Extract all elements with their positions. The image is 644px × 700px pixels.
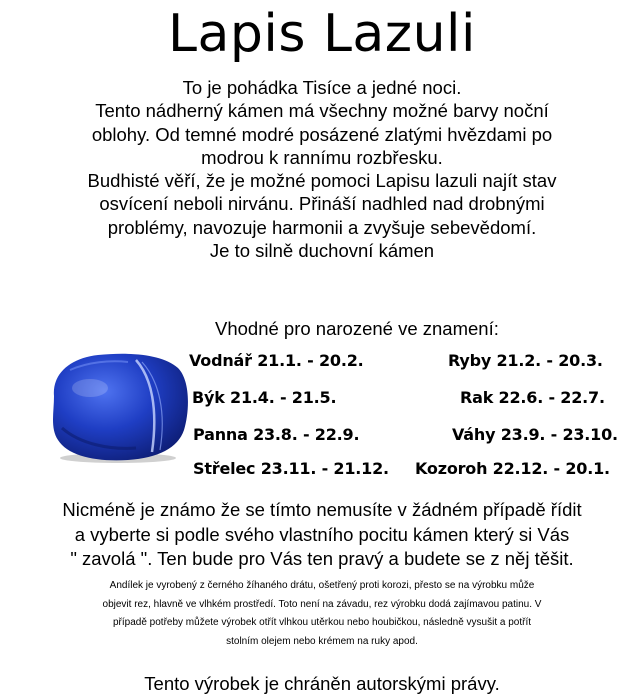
intro-line: osvícení neboli nirvánu. Přináší nadhled nad drobnými	[99, 193, 545, 215]
lapis-stone-image	[40, 348, 190, 466]
zodiac-sign-cancer	[460, 388, 605, 408]
intro-line: Tento nádherný kámen má všechny možné barvy noční	[95, 100, 549, 122]
sign-dates: 22.12. - 20.1.	[492, 459, 610, 478]
intro-line: oblohy. Od temné modré posázené zlatými hvězdami po	[91, 123, 553, 145]
sign-dates: 21.2. - 20.3.	[496, 351, 603, 370]
copyright-notice: Tento výrobek je chráněn autorskými právy.	[144, 673, 500, 694]
zodiac-heading: Vhodné pro narozené ve znamení:	[215, 318, 499, 339]
zodiac-sign-taurus	[192, 388, 336, 408]
intro-line: Je to silně duchovní kámen	[209, 240, 435, 262]
intro-line: modrou k rannímu rozbřesku.	[201, 146, 443, 168]
page-title: Lapis Lazuli	[168, 4, 476, 64]
sign-dates: 23.11. - 21.12.	[260, 459, 389, 478]
outro-line: a vyberte si podle svého vlastního pocitu kámen který si Vás	[74, 523, 570, 545]
note-line: stolním olejem nebo krémem na ruky apod.	[226, 635, 418, 647]
zodiac-sign-libra	[452, 425, 618, 445]
note-line: případě potřeby můžete výrobek otřít vlhkou utěrkou nebo houbičkou, následně vysušit a potřít	[112, 617, 532, 628]
sign-name: Kozoroh	[415, 459, 488, 478]
zodiac-sign-aquarius	[189, 351, 364, 371]
zodiac-sign-capricorn	[415, 459, 610, 479]
intro-line: To je pohádka Tisíce a jedné noci.	[182, 77, 462, 98]
intro-line: problémy, navozuje harmonii a zvyšuje sebevědomí.	[107, 216, 537, 238]
outro-line: Nicméně je známo že se tímto nemusíte v žádném případě řídit	[62, 499, 582, 520]
sign-name: Býk	[192, 388, 225, 407]
sign-dates: 21.4. - 21.5.	[230, 388, 337, 407]
intro-paragraph	[0, 76, 644, 262]
sign-name: Střelec	[193, 459, 256, 478]
sign-name: Vodnář	[189, 351, 252, 370]
sign-dates: 22.6. - 22.7.	[498, 388, 605, 407]
sign-name: Rak	[460, 388, 494, 407]
note-line: Andílek je vyrobený z černého žíhaného drátu, ošetřený proti korozi, přesto se na výrobku může	[109, 580, 535, 591]
sign-name: Váhy	[452, 425, 496, 444]
sign-name: Ryby	[448, 351, 492, 370]
note-line: objevit rez, hlavně ve vlhkém prostředí. Toto není na závadu, rez výrobku dodá zajímavou patinu. V	[102, 598, 542, 610]
outro-line: " zavolá ". Ten bude pro Vás ten pravý a budete se z něj těšit.	[70, 548, 574, 569]
sign-dates: 23.9. - 23.10.	[500, 425, 618, 444]
care-note	[0, 577, 644, 651]
zodiac-sign-sagittarius	[193, 459, 389, 479]
sign-dates: 21.1. - 20.2.	[257, 351, 364, 370]
sign-dates: 23.8. - 22.9.	[253, 425, 360, 444]
zodiac-sign-virgo	[193, 425, 359, 445]
sign-name: Panna	[193, 425, 248, 444]
intro-line: Budhisté věří, že je možné pomoci Lapisu lazuli najít stav	[87, 170, 557, 192]
zodiac-sign-pisces	[448, 351, 603, 371]
outro-paragraph	[0, 498, 644, 572]
